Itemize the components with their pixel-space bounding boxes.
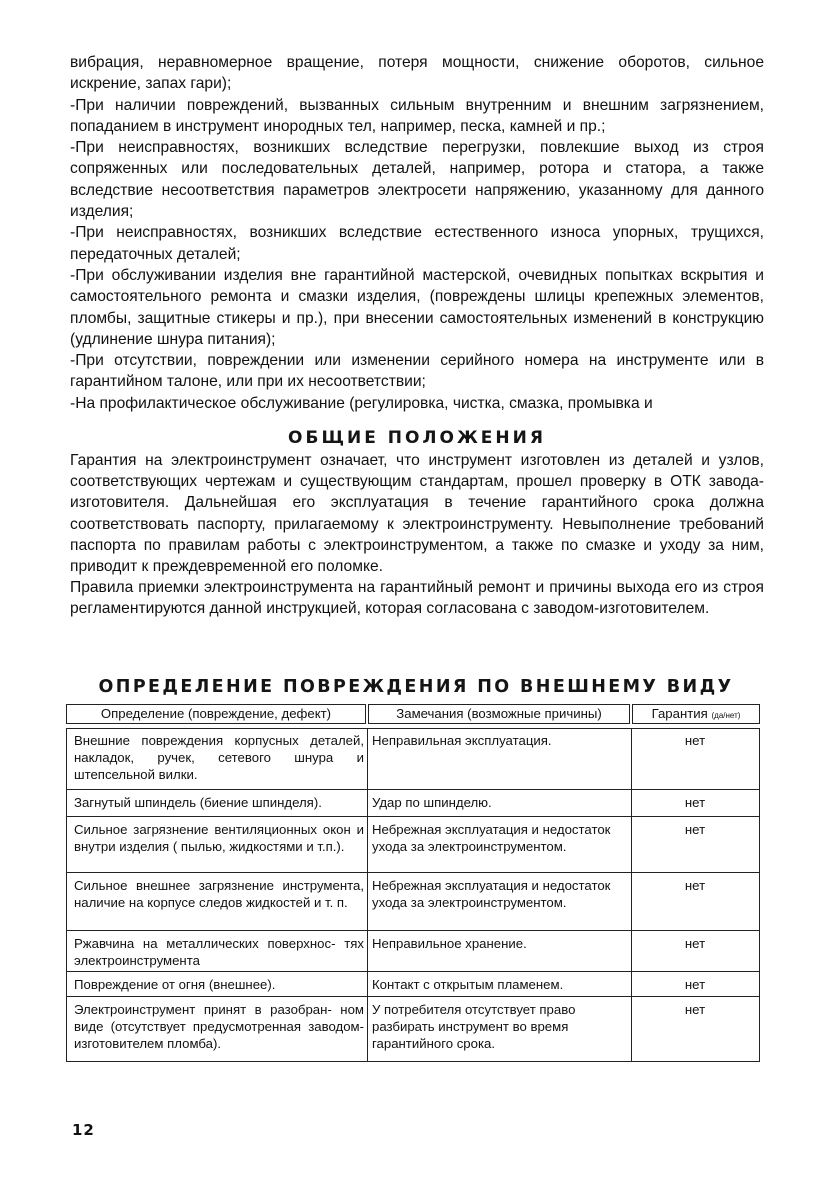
header-warranty-label: Гарантия [651,706,708,721]
header-warranty [632,704,760,724]
cell-definition: Загнутый шпиндель (биение шпинделя). [74,795,322,810]
cell-remarks: Неправильная эксплуатация. [372,733,552,748]
header-warranty-note: (да/нет) [711,711,741,720]
general-provisions-heading: ОБЩИЕ ПОЛОЖЕНИЯ [288,428,546,449]
table-row [66,728,760,789]
table-row [66,817,760,872]
warranty-exclusions [70,52,764,414]
damage-heading: ОПРЕДЕЛЕНИЕ ПОВРЕЖДЕНИЯ ПО ВНЕШНЕМУ ВИДУ [98,677,734,697]
intro-paragraph: -При обслуживании изделия вне гарантийной мастерской, очевидных попытках вскрытия и самостоятельного ремонта и смазки изделия, (повреждены шлицы крепежных элементов, пломбы, защитные стикеры и пр.), при внесении самостоятельных изменений в конструкцию (удлинение шнура питания); [70,266,764,348]
cell-remarks: У потребителя отсутствует право разбирать инструмент во время гарантийного срока. [372,1002,576,1051]
table-row [66,790,760,816]
page-content [70,52,764,620]
cell-remarks: Контакт с открытым пламенем. [372,977,564,992]
intro-paragraph: -При неисправностях, возникших вследствие естественного износа упорных, трущихся, передаточных деталей; [70,224,764,263]
cell-remarks: Небрежная эксплуатация и недостаток ухода за электроинструментом. [372,822,611,854]
cell-warranty: нет [684,795,706,810]
cell-warranty: нет [684,1002,706,1017]
intro-paragraph: -На профилактическое обслуживание (регулировка, чистка, смазка, промывка и [70,394,653,412]
header-definition: Определение (повреждение, дефект) [66,704,366,724]
cell-definition: Внешние повреждения корпусных деталей, накладок, ручек, сетевого шнура и штепсельной вилки. [74,733,364,782]
cell-remarks: Удар по шпинделю. [372,795,492,810]
cell-definition: Повреждение от огня (внешнее). [74,977,276,992]
general-provisions [70,450,764,620]
table-row [66,972,760,996]
cell-warranty: нет [684,878,706,893]
cell-warranty: нет [684,733,706,748]
intro-paragraph: -При наличии повреждений, вызванных сильным внутренним и внешним загрязнением, попаданием в инструмент инородных тел, например, песка, камней и пр.; [70,96,764,135]
table-row [66,997,760,1062]
cell-warranty: нет [684,936,706,951]
table-header [66,704,760,724]
cell-warranty: нет [684,977,706,992]
cell-warranty: нет [684,822,706,837]
page-number: 12 [72,1121,95,1139]
table-row [66,931,760,971]
cell-definition: Сильное загрязнение вентиляционных окон и внутри изделия ( пылью, жидкостями и т.п.). [74,822,364,854]
general-paragraph: Правила приемки электроинструмента на гарантийный ремонт и причины выхода его из строя регламентируются данной инструкцией, которая согласована с заводом-изготовителем. [70,579,764,618]
cell-remarks: Неправильное хранение. [372,936,527,951]
damage-table [66,704,760,1062]
cell-definition: Сильное внешнее загрязнение инструмента, наличие на корпусе следов жидкостей и т. п. [74,878,364,910]
general-paragraph: Гарантия на электроинструмент означает, что инструмент изготовлен из деталей и узлов, соответствующих чертежам и существующим стандартам, прошел проверку в ОТК завода-изготовителя. Дальнейшая его эксплуатация в течение гарантийного срока должна соответствовать паспорту, прилагаемому к электроинструменту. Невыполнение требований паспорта по правилам работы с электроинструментом, а также по смазке и уходу за ним, приводит к преждевременной его поломке. [70,452,764,576]
intro-paragraph: вибрация, неравномерное вращение, потеря мощности, снижение оборотов, сильное искрение, запах гари); [70,54,764,93]
header-remarks: Замечания (возможные причины) [368,704,630,724]
table-row [66,873,760,930]
intro-paragraph: -При отсутствии, повреждении или изменении серийного номера на инструменте или в гарантийном талоне, или при их несоответствии; [70,352,764,391]
intro-paragraph: -При неисправностях, возникших вследствие перегрузки, повлекшие выход из строя сопряженных или последовательных деталей, например, ротора и статора, а также вследствие несоответствия параметров электросети напряжению, указанному для данного изделия; [70,139,764,221]
cell-definition: Ржавчина на металлических поверхнос- тях электроинструмента [74,936,364,968]
cell-definition: Электроинструмент принят в разобран- ном виде (отсутствует предусмотренная заводом-изготовителем пломба). [74,1002,364,1051]
cell-remarks: Небрежная эксплуатация и недостаток ухода за электроинструментом. [372,878,611,910]
